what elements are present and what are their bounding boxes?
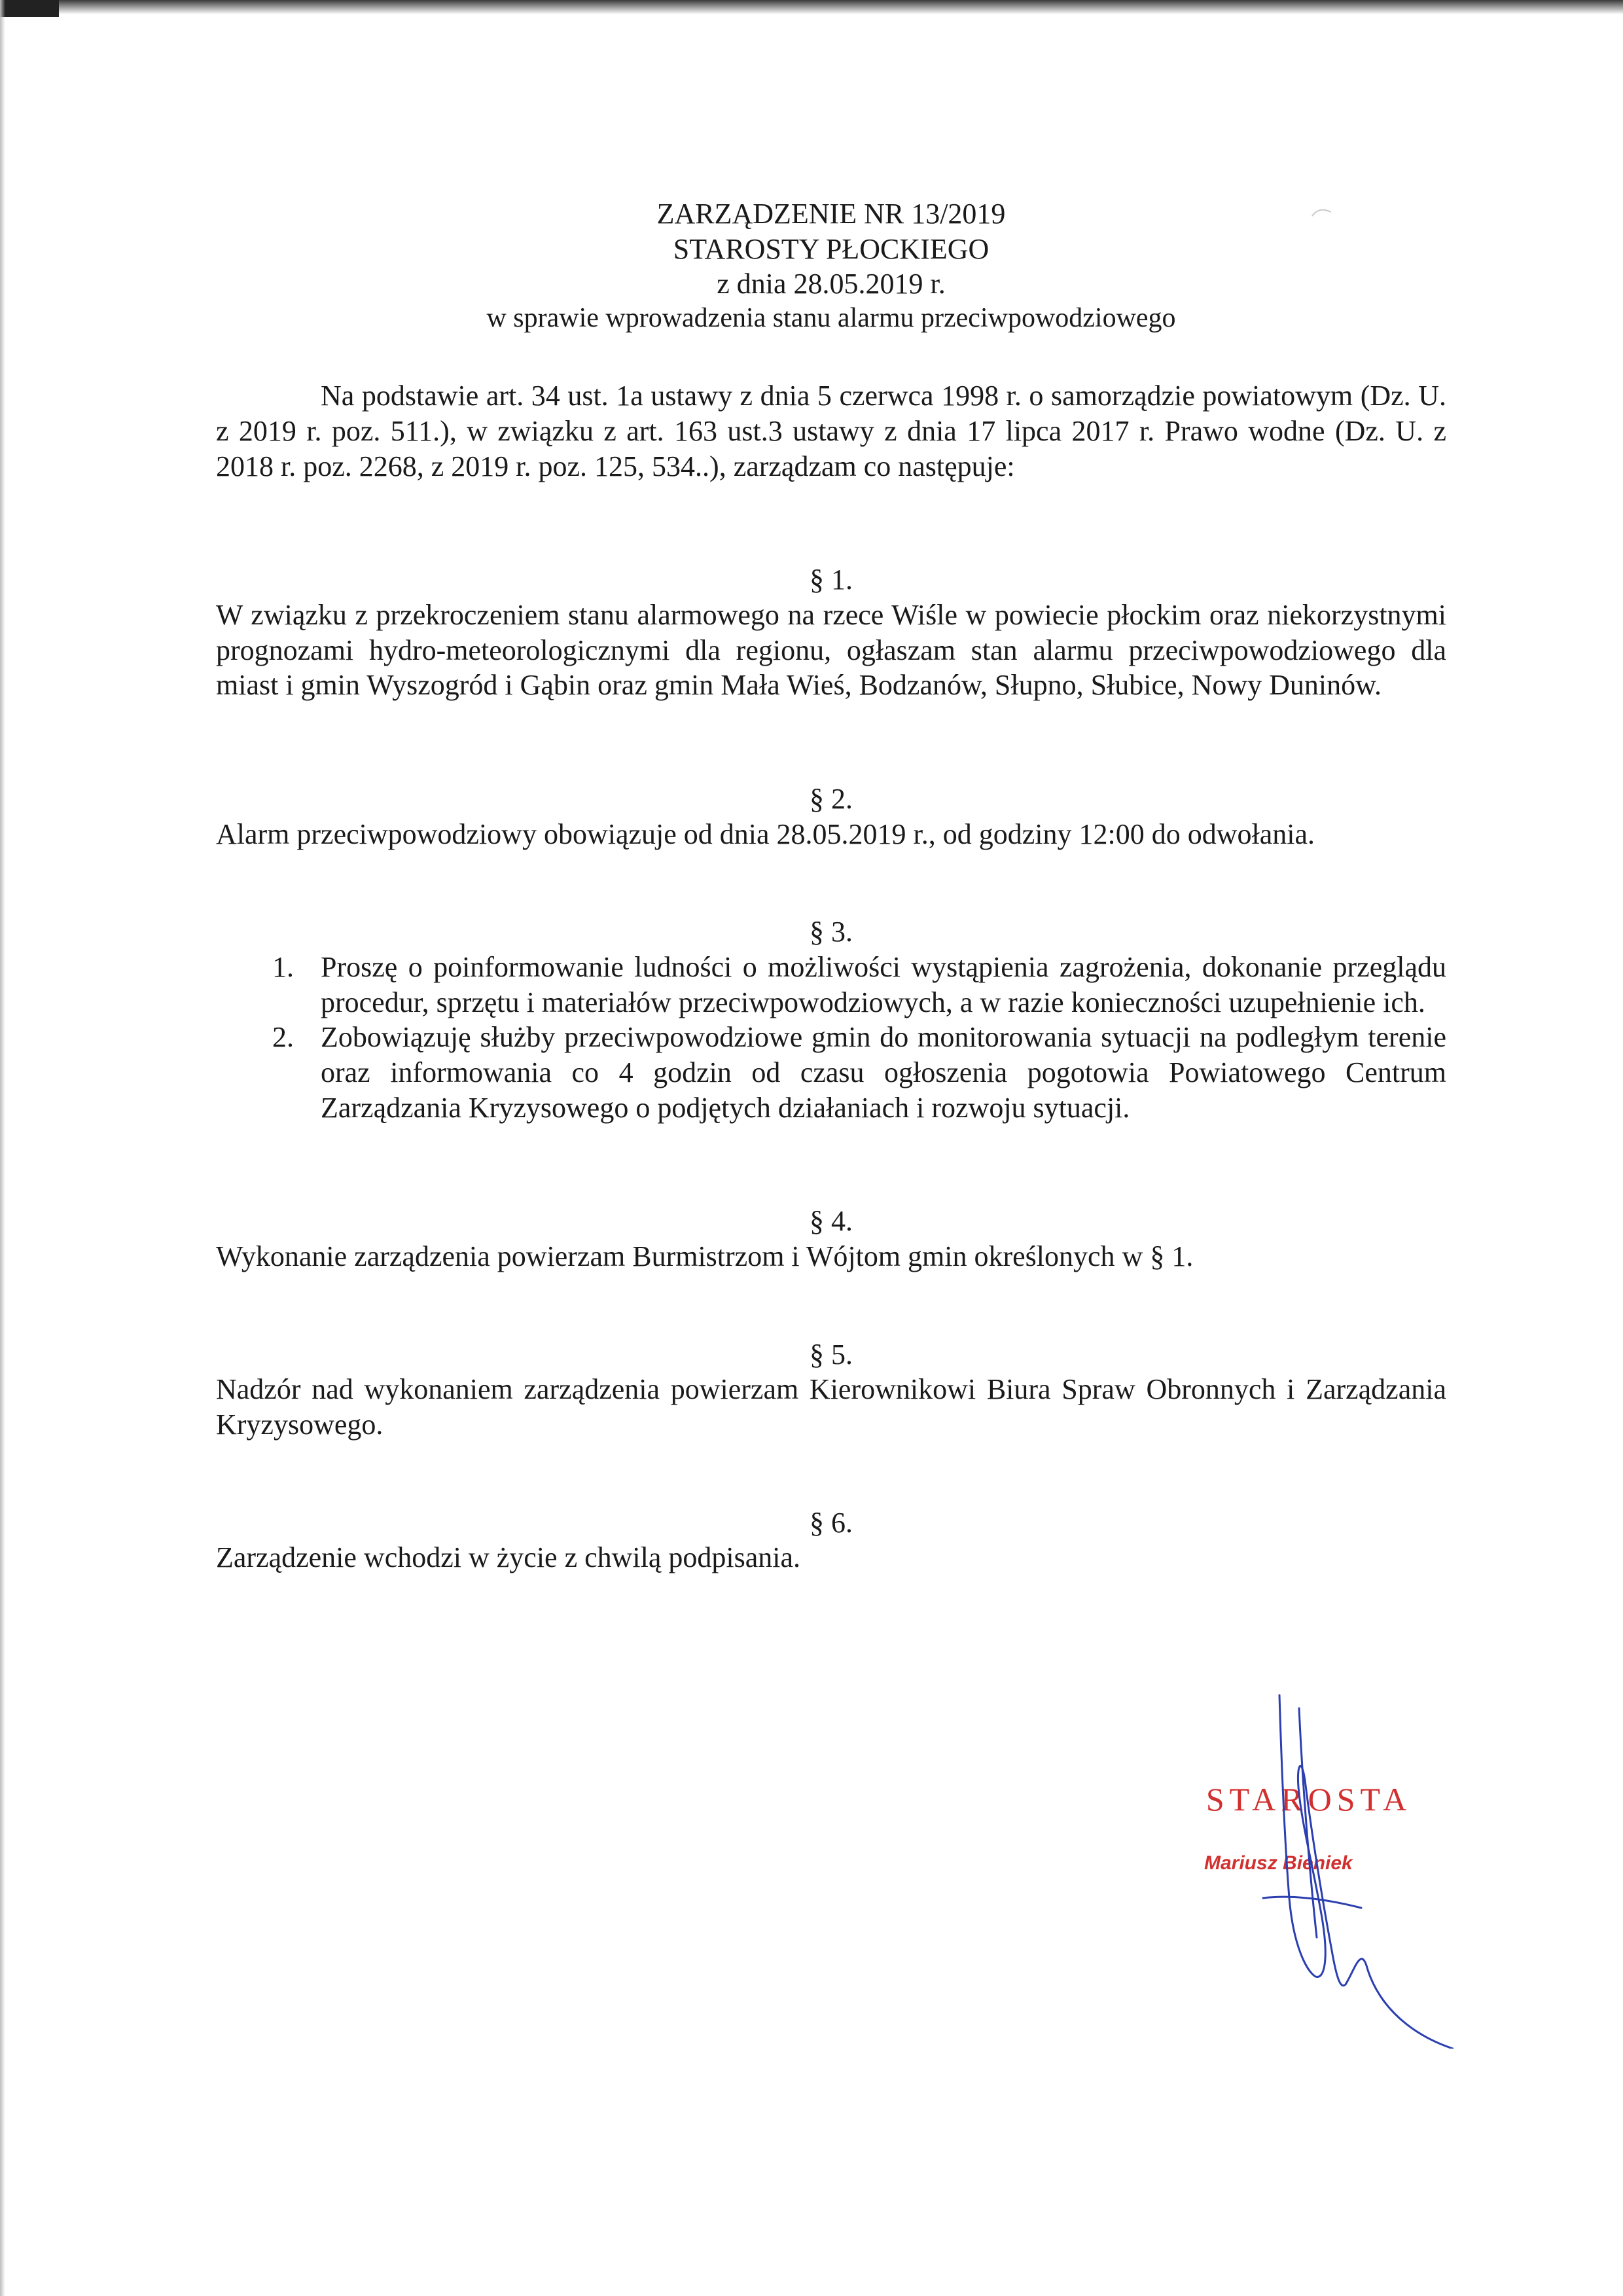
section-text: Zarządzenie wchodzi w życie z chwilą podpisania. [216, 1541, 801, 1574]
section-4 [216, 1204, 1446, 1274]
section-text: W związku z przekroczeniem stanu alarmowego na rzece Wiśle w powiecie płockim oraz niekorzystnymi prognozami hydro-meteorologicznymi dla regionu, ogłaszam stan alarmu przeciwpowodziowego dla miast i gmin Wyszogród i Gąbin oraz gmin Mała Wieś, Bodzanów, Słupno, Słubice, Nowy Duninów. [216, 598, 1446, 702]
section-3 [216, 914, 1446, 1125]
signature-block [1165, 1780, 1479, 2029]
section-2 [216, 781, 1446, 852]
section-5 [216, 1337, 1446, 1443]
section-number: § 3. [810, 916, 853, 948]
section-number: § 4. [810, 1205, 853, 1238]
scan-edge-left [0, 0, 5, 2296]
handwritten-signature [1165, 1682, 1479, 2049]
stamp-title: STAROSTA [1205, 1781, 1412, 1818]
list-item: 2. Zobowiązuję służby przeciwpowodziowe gmin do monitorowania sytuacji na podległym terenie oraz informowania co 4 godzin od czasu ogłoszenia pogotowia Powiatowego Centrum Zarządzania Kryzysowego o podjętych działaniach i rozwoju sytuacji. [301, 1020, 1446, 1125]
section-6 [216, 1505, 1446, 1575]
section-text: Alarm przeciwpowodziowy obowiązuje od dnia 28.05.2019 r., od godziny 12:00 do odwołania. [216, 817, 1315, 850]
document-subject: w sprawie wprowadzenia stanu alarmu przeciwpowodziowego [486, 303, 1176, 334]
section-text: Nadzór nad wykonaniem zarządzenia powierzam Kierownikowi Biura Spraw Obronnych i Zarządzania Kryzysowego. [216, 1373, 1446, 1441]
small-pen-mark [1309, 203, 1335, 223]
section-text: Wykonanie zarządzenia powierzam Burmistrzom i Wójtom gmin określonych w § 1. [216, 1240, 1194, 1272]
section-number: § 1. [810, 564, 853, 596]
legal-basis-paragraph: Na podstawie art. 34 ust. 1a ustawy z dnia 5 czerwca 1998 r. o samorządzie powiatowym (Dz. U. z 2019 r. poz. 511.), w związku z art. 163 ust.3 ustawy z dnia 17 lipca 2017 r. Prawo wodne (Dz. U. z 2018 r. poz. 2268, z 2019 r. poz. 125, 534..), zarządzam co następuje: [216, 380, 1446, 482]
section-number: § 2. [810, 782, 853, 815]
document-issuer: STAROSTY PŁOCKIEGO [673, 232, 990, 265]
document-date: z dnia 28.05.2019 r. [717, 268, 946, 300]
document-header [216, 196, 1446, 335]
document-title: ZARZĄDZENIE NR 13/2019 [656, 198, 1006, 230]
scan-edge-top [0, 0, 1623, 14]
section-1 [216, 562, 1446, 703]
document-page [216, 196, 1446, 1575]
section-points [216, 950, 1446, 1125]
section-number: § 6. [810, 1506, 853, 1539]
stamp-name: Mariusz Bieniek [1204, 1852, 1353, 1874]
scan-corner [0, 0, 59, 17]
list-item: 1. Proszę o poinformowanie ludności o możliwości wystąpienia zagrożenia, dokonanie przeglądu procedur, sprzętu i materiałów przeciwpowodziowych, a w razie konieczności uzupełnienie ich. [301, 950, 1446, 1020]
section-number: § 5. [810, 1338, 853, 1371]
